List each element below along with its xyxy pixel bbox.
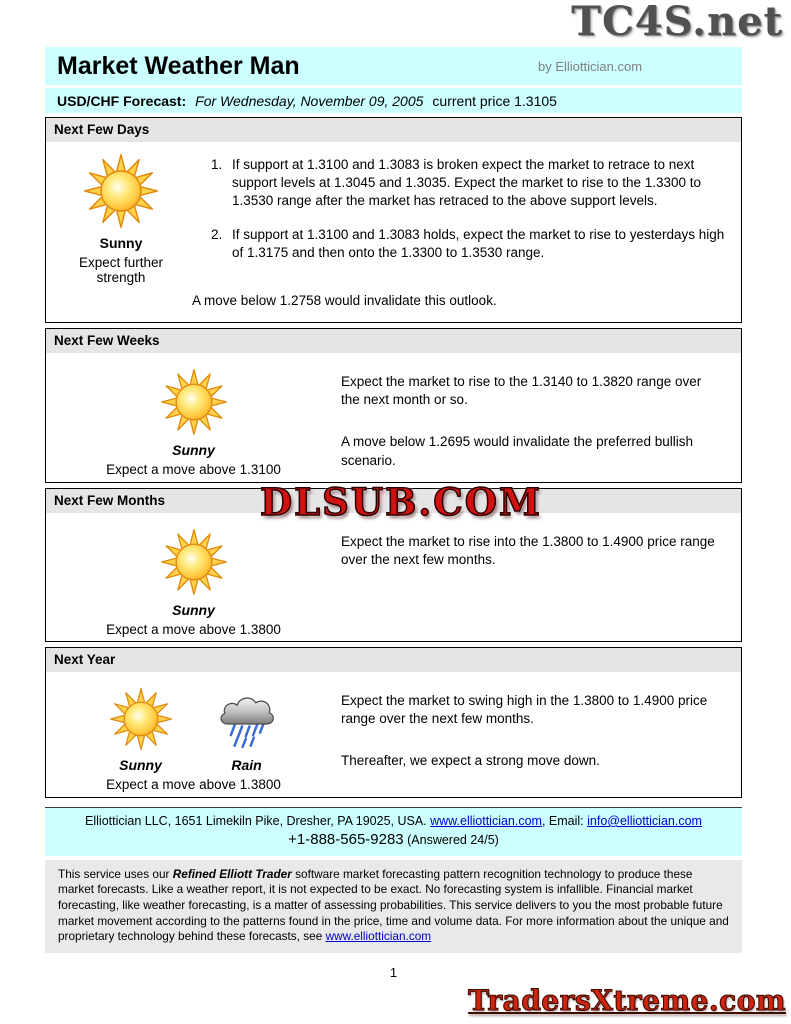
forecast-paragraph: Expect the market to swing high in the 1.3800 to 1.4900 price range over the next few months. bbox=[341, 692, 708, 727]
address-line bbox=[53, 814, 734, 828]
months-forecast-text bbox=[341, 513, 741, 637]
footer-contact bbox=[45, 808, 742, 856]
forecast-item: 1. If support at 1.3100 and 1.3083 is broken expect the market to retrace to next support levels at 1.3045 and 1.3035. Expect the market to rise to the 1.3300 to 1.3530 range after the market has retraced to the above support levels. bbox=[226, 156, 725, 210]
weeks-forecast-text bbox=[341, 353, 741, 482]
tradersxtreme-watermark: TradersXtreme.com bbox=[468, 984, 786, 1017]
days-forecast-list bbox=[196, 142, 741, 285]
section-title: Next Few Days bbox=[46, 118, 741, 142]
sunny-caption: Expect further strength bbox=[78, 255, 164, 285]
forecast-date: For Wednesday, November 09, 2005 bbox=[195, 92, 424, 109]
sunny-caption: Expect a move above 1.3800 bbox=[106, 621, 281, 637]
disclaimer bbox=[45, 860, 742, 953]
forecast-pair-label: USD/CHF Forecast: bbox=[57, 92, 187, 109]
sunny-label: Sunny bbox=[99, 235, 143, 251]
forecast-current-price: current price 1.3105 bbox=[432, 92, 557, 109]
year-caption: Expect a move above 1.3800 bbox=[106, 776, 281, 792]
header-bar bbox=[45, 47, 742, 85]
phone-number: +1-888-565-9283 bbox=[288, 830, 404, 848]
tc4s-watermark: TC4S.net bbox=[571, 0, 783, 45]
year-icon-column bbox=[46, 672, 341, 792]
sunny-label: Sunny bbox=[172, 442, 215, 458]
sun-icon bbox=[84, 154, 158, 228]
rain-label: Rain bbox=[231, 756, 262, 773]
email-label: , Email: bbox=[541, 813, 588, 828]
page-title: Market Weather Man bbox=[57, 51, 300, 80]
website-link[interactable]: www.elliottician.com bbox=[430, 813, 542, 828]
dlsub-watermark: DLSUB.COM bbox=[260, 480, 542, 524]
forecast-item: 2. If support at 1.3100 and 1.3083 holds, expect the market to rise to yesterdays high of 1.3175 and then onto the 1.3300 to 1.3530 range. bbox=[226, 226, 725, 262]
rain-icon-item bbox=[216, 688, 278, 773]
phone-note: (Answered 24/5) bbox=[403, 832, 499, 847]
sun-icon bbox=[161, 369, 227, 435]
forecast-paragraph: Thereafter, we expect a strong move down. bbox=[341, 753, 600, 769]
forecast-bar bbox=[45, 88, 742, 113]
email-link[interactable]: info@elliottician.com bbox=[587, 813, 702, 828]
disclaimer-text: software market forecasting pattern recognition technology to produce these market forecasts. Like a weather report, it is not expected to be exact. No forecasting system is infallible. Financial market forecasting, like weather forecasting, is a matter of assessing probabilities. This service delivers to you the most probable future market movement according to the patterns found in the price, time and volume data. For more information about the unique and proprietary technology behind these forecasts, see bbox=[58, 866, 729, 944]
sunny-caption: Expect a move above 1.3100 bbox=[106, 462, 281, 477]
section-next-few-days bbox=[45, 117, 742, 323]
section-title: Next Year bbox=[46, 648, 741, 672]
weeks-icon-column bbox=[46, 353, 341, 482]
invalidation-note: A move below 1.2695 would invalidate the preferred bullish scenario. bbox=[341, 434, 693, 468]
year-forecast-text bbox=[341, 672, 741, 792]
days-icon-column bbox=[46, 142, 196, 285]
invalidation-note: A move below 1.2758 would invalidate this outlook. bbox=[192, 293, 497, 308]
product-name: Refined Elliott Trader bbox=[172, 866, 292, 881]
sunny-label: Sunny bbox=[119, 756, 162, 773]
forecast-paragraph: Expect the market to rise to the 1.3140 to 1.3820 range over the next month or so. bbox=[341, 374, 702, 408]
section-title: Next Few Months bbox=[46, 489, 741, 513]
sun-icon bbox=[110, 688, 172, 750]
address-text: Elliottician LLC, 1651 Limekiln Pike, Dresher, PA 19025, USA. bbox=[85, 813, 431, 828]
disclaimer-text: This service uses our bbox=[58, 866, 173, 881]
phone-line bbox=[53, 831, 734, 849]
rain-icon bbox=[216, 688, 278, 750]
section-next-few-weeks bbox=[45, 328, 742, 483]
sun-icon bbox=[161, 529, 227, 595]
sunny-label: Sunny bbox=[172, 601, 215, 618]
months-icon-column bbox=[46, 513, 341, 637]
sunny-icon-item bbox=[110, 688, 172, 773]
forecast-paragraph: Expect the market to rise into the 1.3800 to 1.4900 price range over the next few months. bbox=[341, 533, 715, 568]
section-title: Next Few Weeks bbox=[46, 329, 741, 353]
page-number: 1 bbox=[389, 964, 398, 980]
byline: by Elliottician.com bbox=[538, 59, 643, 74]
section-next-year bbox=[45, 647, 742, 798]
disclaimer-link[interactable]: www.elliottician.com bbox=[325, 929, 432, 944]
